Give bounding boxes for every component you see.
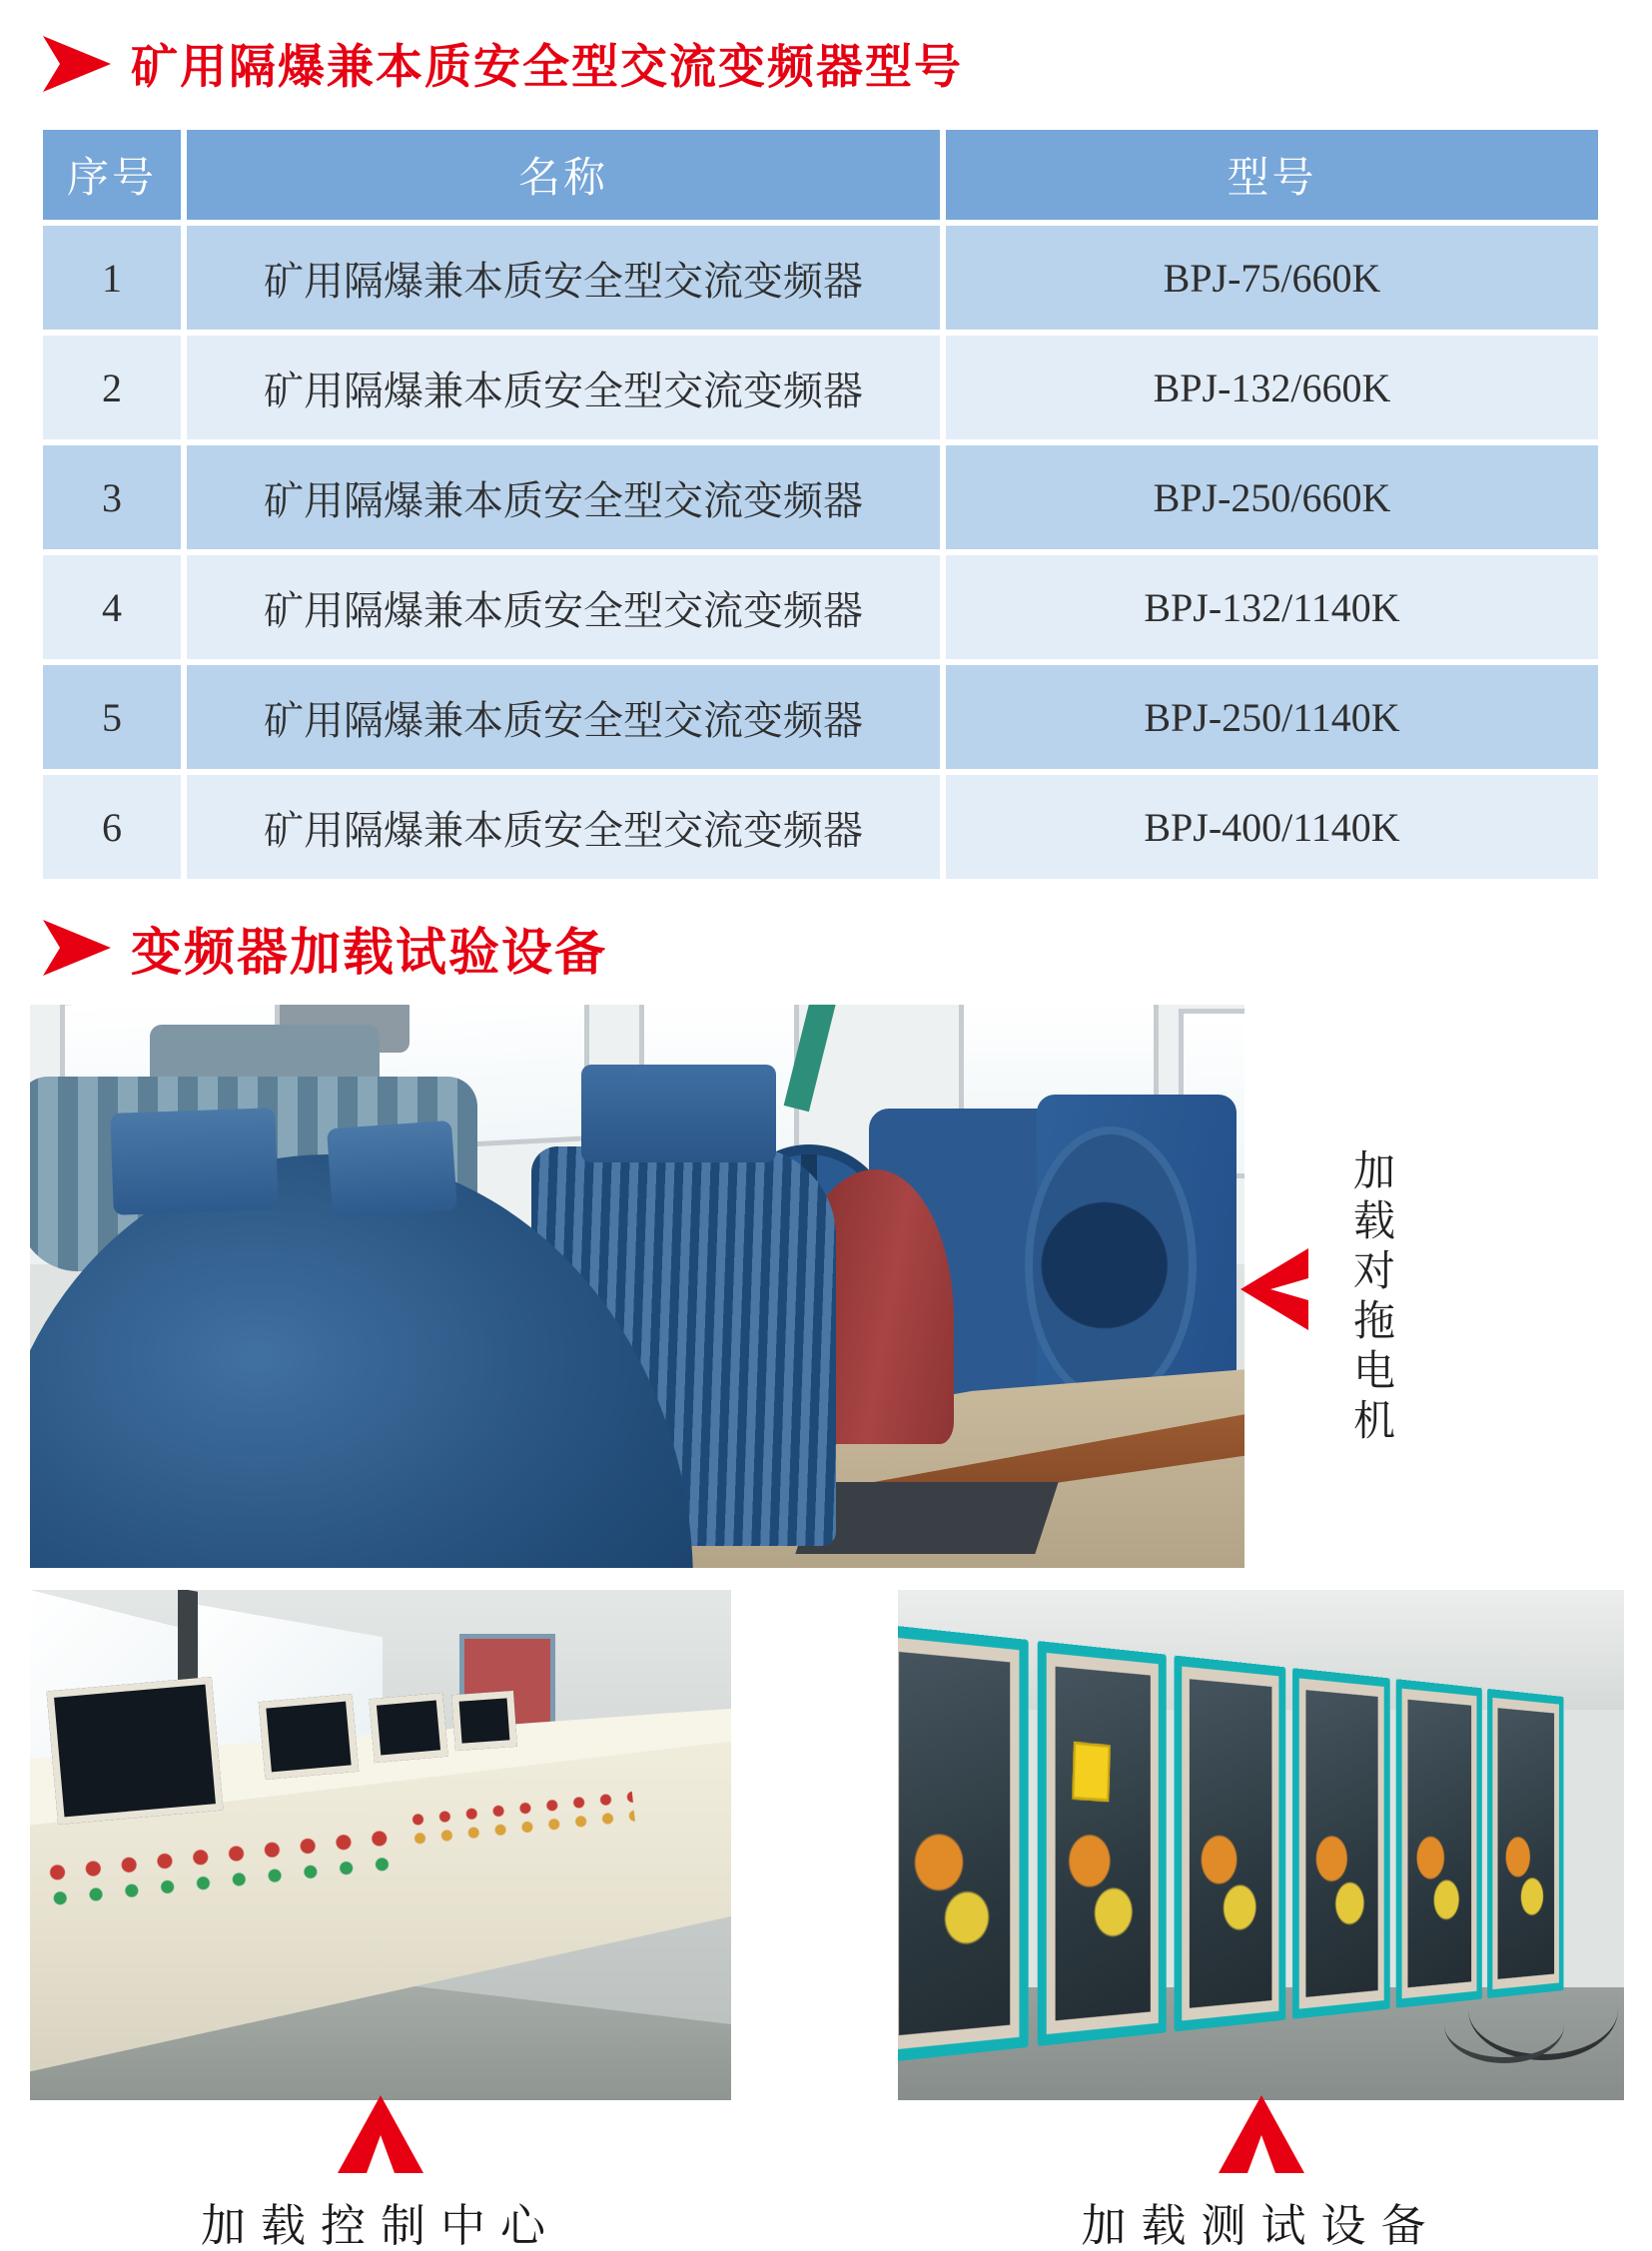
photo-decor-cabinet-glass [1305,1690,1377,1997]
table-row [43,336,1598,439]
cell-name: 矿用隔爆兼本质安全型交流变频器 [187,775,940,879]
cell-model: BPJ-75/660K [946,226,1598,330]
cell-no: 5 [43,665,181,769]
cell-model: BPJ-250/1140K [946,665,1598,769]
col-header-model: 型号 [946,130,1598,220]
photo-decor-cabinet-glass [1056,1667,1151,2021]
section-title-test-equipment [43,911,607,985]
caption-test-equipment-text: 加载测试设备 [1081,2201,1441,2251]
cell-model: BPJ-400/1140K [946,775,1598,879]
cell-no: 4 [43,555,181,659]
table-row [43,445,1598,549]
col-header-no: 序号 [43,130,181,220]
section-title-models [43,30,963,97]
photo-decor-terminal-box [110,1108,278,1215]
photo-decor-cabinet-row [898,1624,1478,2063]
caption-test-equipment [898,2095,1624,2251]
photo-decor-monitor [369,1693,447,1763]
chevron-up-icon [338,2095,423,2173]
photo-decor-warning-sign [1072,1742,1110,1802]
main-photo-load-motors [30,1005,1244,1568]
cell-model: BPJ-132/1140K [946,555,1598,659]
photo-decor-cabinet-glass [1498,1708,1555,1979]
photo-decor-monitor [259,1694,359,1780]
cell-model: BPJ-132/660K [946,336,1598,439]
photo-decor-cable [1444,1987,1564,2063]
photo-decor-cabinet [1175,1656,1286,2032]
cell-no: 6 [43,775,181,879]
table-row [43,665,1598,769]
main-photo-side-label: 加载对拖电机 [1347,1148,1393,1448]
chevron-left-icon [1240,1248,1308,1330]
cell-model: BPJ-250/660K [946,445,1598,549]
cell-name: 矿用隔爆兼本质安全型交流变频器 [187,555,940,659]
triangle-right-icon [43,920,111,976]
photo-decor-cabinet [1038,1641,1167,2046]
caption-control-center [30,2095,731,2251]
cell-name: 矿用隔爆兼本质安全型交流变频器 [187,445,940,549]
section-title-test-text: 变频器加载试验设备 [131,924,608,981]
chevron-up-icon [1219,2095,1304,2173]
col-header-name: 名称 [187,130,940,220]
photo-decor-cabinet-glass [1190,1679,1272,2007]
triangle-right-icon [43,36,111,92]
photo-decor-terminal-box [581,1065,776,1162]
cell-no: 3 [43,445,181,549]
caption-control-center-text: 加载控制中心 [200,2201,560,2251]
cell-name: 矿用隔爆兼本质安全型交流变频器 [187,665,940,769]
cell-name: 矿用隔爆兼本质安全型交流变频器 [187,226,940,330]
table-row [43,555,1598,659]
cell-no: 2 [43,336,181,439]
cell-no: 1 [43,226,181,330]
table-row [43,775,1598,879]
photo-decor-motor-face [1025,1126,1197,1404]
photo-decor-monitor [451,1691,517,1751]
models-table [37,124,1604,885]
photo-decor-cabinet [1487,1689,1564,1998]
table-row [43,226,1598,330]
photo-decor-cabinet [1396,1679,1482,2008]
section-title-models-text: 矿用隔爆兼本质安全型交流变频器型号 [131,40,963,93]
photo-decor-cabinet [1292,1668,1390,2019]
photo-decor-cabinet-glass [1407,1700,1471,1988]
photo-decor-monitor [46,1677,223,1825]
cell-name: 矿用隔爆兼本质安全型交流变频器 [187,336,940,439]
photo-load-control-center [30,1590,731,2100]
photo-decor-cabinet-glass [899,1652,1010,2035]
photo-decor-terminal-box [327,1121,457,1219]
photo-load-test-equipment [898,1590,1624,2100]
photo-decor-cabinet [898,1624,1029,2063]
table-header-row [43,130,1598,220]
